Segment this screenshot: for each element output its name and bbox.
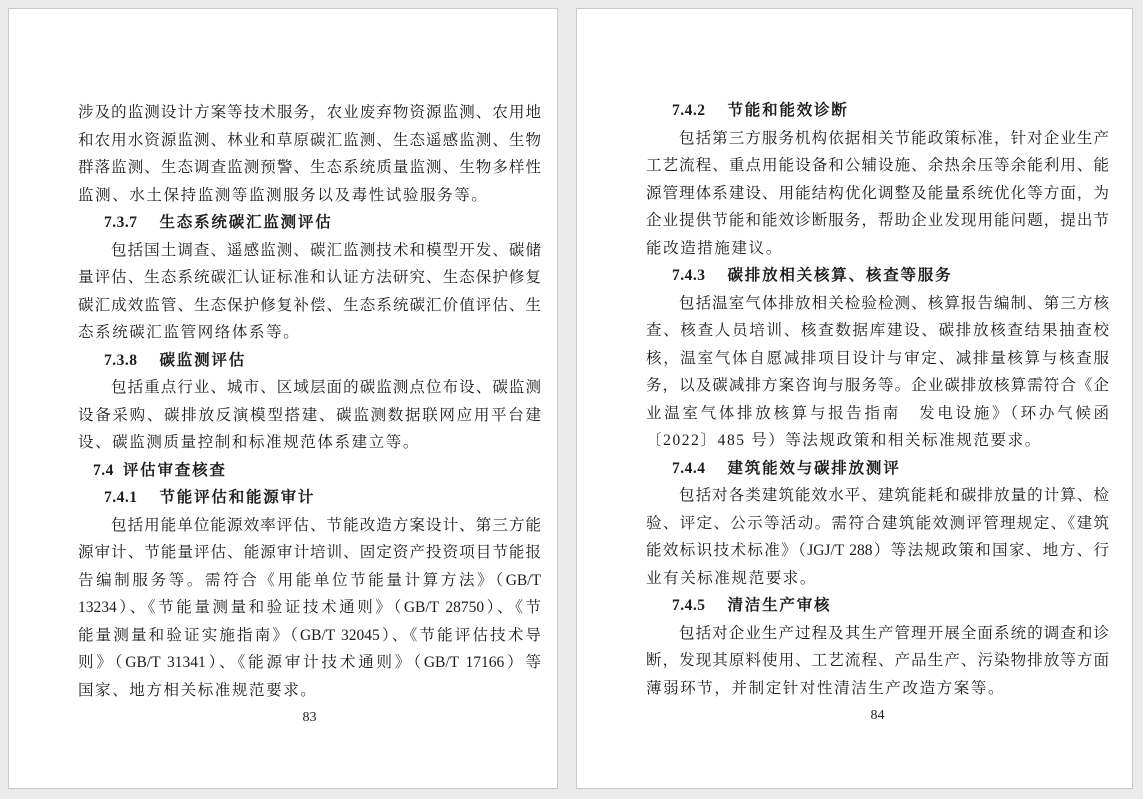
heading-number: 7.4.1 xyxy=(104,489,138,506)
heading-7-3-7 xyxy=(78,209,541,237)
text-line: 查、核查人员培训、核查数据库建设、碳排放核查结果抽查校 xyxy=(646,322,1109,339)
heading-7-4-3 xyxy=(646,262,1109,290)
document-page-84 xyxy=(576,8,1133,789)
text-line: 工艺流程、重点用能设备和公辅设施、余热余压等余能利用、能 xyxy=(646,157,1109,174)
heading-7-4-1 xyxy=(78,484,541,512)
text-line: 国家、地方相关标准规范要求。 xyxy=(78,681,318,699)
heading-number: 7.4 xyxy=(93,461,114,479)
heading-title: 建筑能效与碳排放测评 xyxy=(727,459,901,477)
page-number: 84 xyxy=(870,708,885,723)
heading-title: 碳监测评估 xyxy=(159,351,247,369)
text-line: 包括用能单位能源效率评估、节能改造方案设计、第三方能 xyxy=(111,516,541,534)
text-line: 企业提供节能和能效诊断服务，帮助企业发现用能问题，提出节 xyxy=(646,212,1109,229)
text-line: 碳汇成效监管、生态保护修复补偿、生态系统碳汇价值评估、生 xyxy=(78,296,541,314)
text-line: 监测、水土保持监测等监测服务以及毒性试验服务等。 xyxy=(78,186,489,204)
text-line: 包括国土调查、遥感监测、碳汇监测技术和模型开发、碳储 xyxy=(111,241,541,259)
text-line: 〔2022〕485 号）等法规政策和相关标准规范要求。 xyxy=(646,432,1042,449)
text-line: 能改造措施建议。 xyxy=(646,239,783,257)
heading-7-4-4 xyxy=(646,455,1109,483)
heading-number: 7.4.3 xyxy=(672,267,706,284)
text-line: 能效标识技术标准》（JGJ/T 288）等法规政策和国家、地方、行 xyxy=(646,542,1109,559)
text-line: 务，以及碳减排方案咨询与服务等。企业碳排放核算需符合《企 xyxy=(646,377,1109,394)
heading-title: 评估审查核查 xyxy=(122,461,227,479)
heading-7-4 xyxy=(78,457,541,485)
text-line: 设、碳监测质量控制和标准规范体系建立等。 xyxy=(78,434,421,451)
text-block xyxy=(78,99,541,732)
heading-number: 7.4.5 xyxy=(672,597,706,614)
text-line: 包括第三方服务机构依据相关节能政策标准，针对企业生产 xyxy=(679,129,1109,147)
text-line: 包括温室气体排放相关检验检测、核算报告编制、第三方核 xyxy=(679,294,1109,312)
text-line: 能量测量和验证实施指南》（GB/T 32045）、《节能评估技术导 xyxy=(78,626,541,644)
text-line: 包括对企业生产过程及其生产管理开展全面系统的调查和诊 xyxy=(679,624,1109,642)
document-page-83 xyxy=(8,8,558,789)
text-line: 源审计、节能量评估、能源审计培训、固定资产投资项目节能报 xyxy=(78,544,541,561)
text-line: 量评估、生态系统碳汇认证标准和认证方法研究、生态保护修复 xyxy=(78,269,541,286)
heading-7-3-8 xyxy=(78,347,541,375)
text-line: 验、评定、公示等活动。需符合建筑能效测评管理规定、《建筑 xyxy=(646,514,1109,532)
heading-title: 碳排放相关核算、核查等服务 xyxy=(727,267,953,284)
text-line: 涉及的监测设计方案等技术服务，农业废弃物资源监测、农用地 xyxy=(78,104,541,121)
text-line: 包括对各类建筑能效水平、建筑能耗和碳排放量的计算、检 xyxy=(679,487,1109,504)
text-line: 业温室气体排放核算与报告指南 发电设施》（环办气候函 xyxy=(646,404,1109,422)
text-line: 核，温室气体自愿减排项目设计与审定、减排量核算与核查服 xyxy=(646,349,1109,367)
heading-number: 7.3.8 xyxy=(104,351,138,369)
heading-number: 7.4.2 xyxy=(672,102,706,119)
text-line: 群落监测、生态调查监测预警、生态系统质量监测、生物多样性 xyxy=(78,159,541,176)
heading-title: 节能评估和能源审计 xyxy=(159,489,316,506)
text-line: 薄弱环节，并制定针对性清洁生产改造方案等。 xyxy=(646,679,1006,697)
heading-title: 清洁生产审核 xyxy=(727,597,832,614)
text-block xyxy=(646,97,1109,730)
text-line: 13234）、《节能量测量和验证技术通则》（GB/T 28750）、《节 xyxy=(78,599,541,616)
heading-title: 节能和能效诊断 xyxy=(727,102,849,119)
heading-7-4-2 xyxy=(646,97,1109,125)
heading-number: 7.4.4 xyxy=(672,459,706,477)
text-line: 态系统碳汇监管网络体系等。 xyxy=(78,324,301,341)
text-line: 和农用水资源监测、林业和草原碳汇监测、生态遥感监测、生物 xyxy=(78,131,541,149)
text-line: 业有关标准规范要求。 xyxy=(646,569,818,587)
heading-number: 7.3.7 xyxy=(104,214,138,231)
heading-7-4-5 xyxy=(646,592,1109,620)
page-number: 83 xyxy=(302,710,317,725)
heading-title: 生态系统碳汇监测评估 xyxy=(159,214,333,231)
text-line: 包括重点行业、城市、区域层面的碳监测点位布设、碳监测 xyxy=(111,379,541,396)
text-line: 告编制服务等。需符合《用能单位节能量计算方法》（GB/T xyxy=(78,571,541,589)
text-line: 源管理体系建设、用能结构优化调整及能量系统优化等方面，为 xyxy=(646,184,1109,202)
text-line: 则》（GB/T 31341）、《能源审计技术通则》（GB/T 17166）等 xyxy=(78,654,541,671)
text-line: 断，发现其原料使用、工艺流程、产品生产、污染物排放等方面 xyxy=(646,652,1109,669)
text-line: 设备采购、碳排放反演模型搭建、碳监测数据联网应用平台建 xyxy=(78,406,541,424)
